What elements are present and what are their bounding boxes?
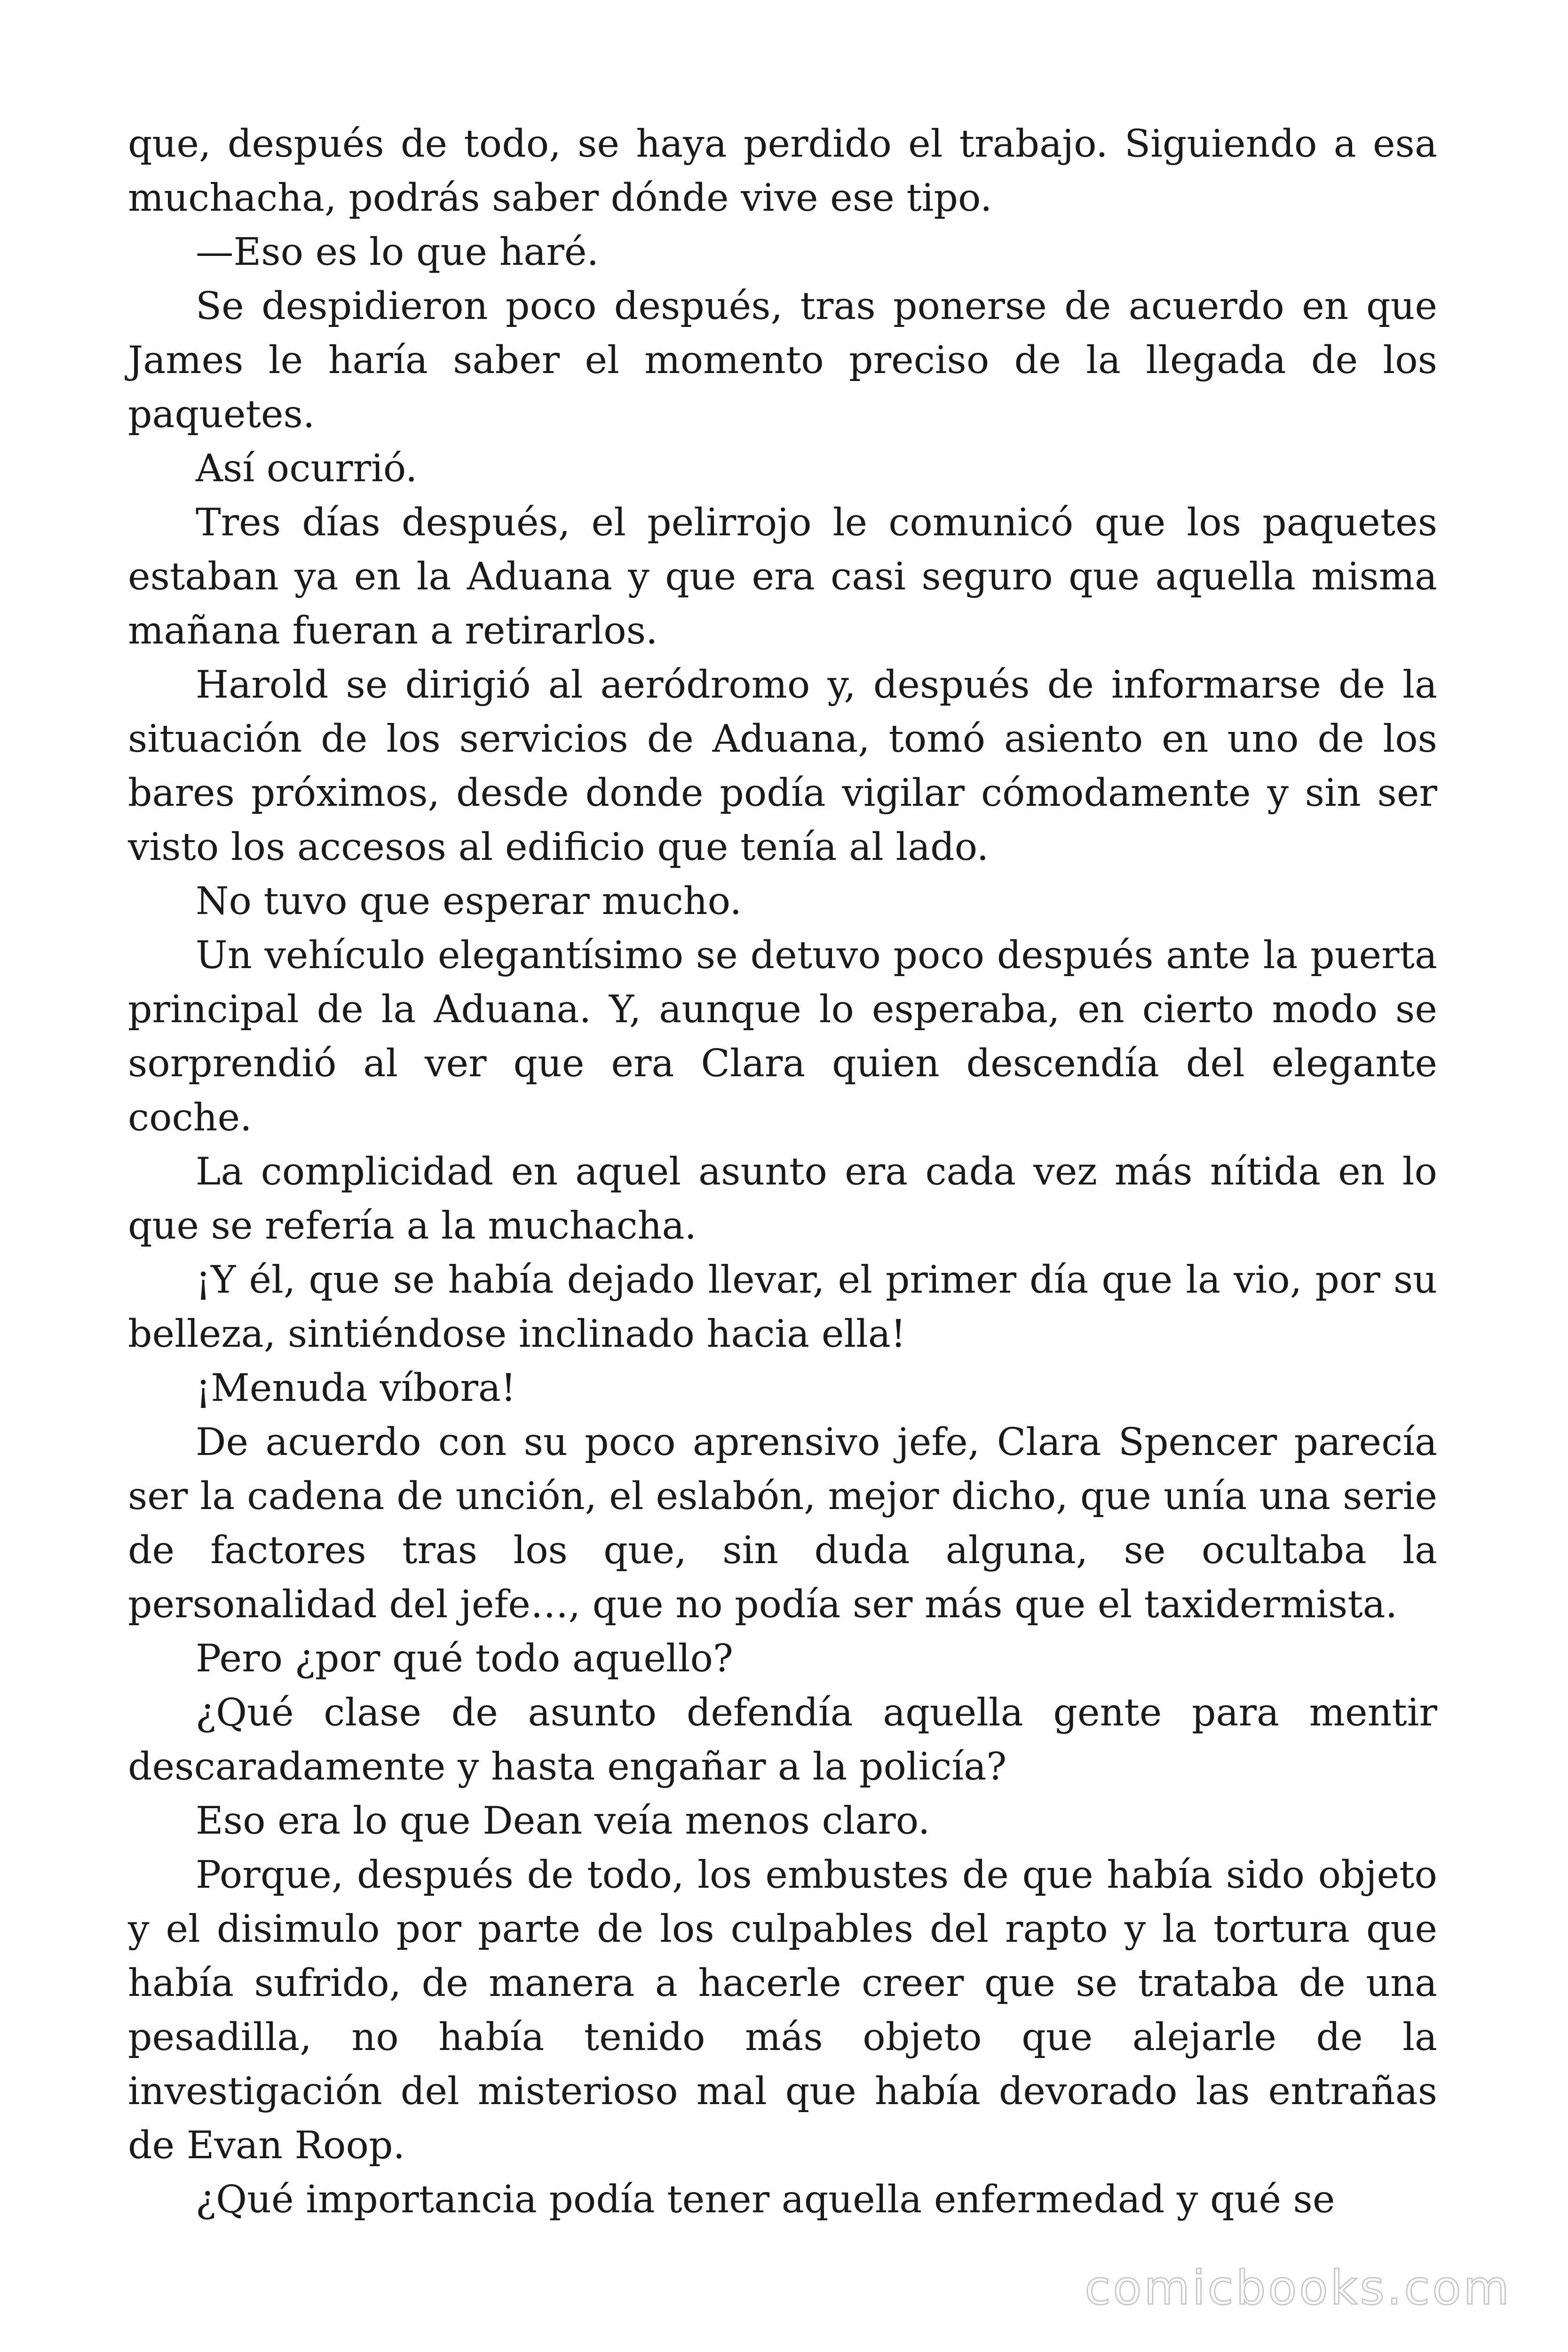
paragraph: Tres días después, el pelirrojo le comunicó que los paquetes estaban ya en la Aduana y que era casi seguro que aquella misma mañana fueran a retirarlos. xyxy=(128,500,1437,652)
paragraph: —Eso es lo que haré. xyxy=(196,230,599,274)
paragraph-continuation: que, después de todo, se haya perdido el trabajo. Siguiendo a esa muchacha, podrás saber dónde vive ese tipo. xyxy=(128,121,1437,220)
paragraph: ¿Qué importancia podía tener aquella enfermedad y qué se xyxy=(196,2177,1335,2221)
paragraph: ¡Menuda víbora! xyxy=(196,1366,516,1410)
paragraph: Eso era lo que Dean veía menos claro. xyxy=(196,1798,930,1843)
paragraph: ¿Qué clase de asunto defendía aquella gente para mentir descaradamente y hasta engañar a la policía? xyxy=(128,1690,1437,1788)
page-text xyxy=(128,117,1437,2226)
paragraph: Pero ¿por qué todo aquello? xyxy=(196,1636,734,1680)
paragraph: Porque, después de todo, los embustes de que había sido objeto y el disimulo por parte de los culpables del rapto y la tortura que había sufrido, de manera a hacerle creer que se trataba de una pesadilla, no había tenido más objeto que alejarle de la investigación del misterioso mal que había devorado las entrañas de Evan Roop. xyxy=(128,1852,1437,2167)
paragraph: Un vehículo elegantísimo se detuvo poco después ante la puerta principal de la Aduana. Y, aunque lo esperaba, en cierto modo se sorprendió al ver que era Clara quien descendía del elegante coche. xyxy=(128,933,1437,1139)
paragraph: No tuvo que esperar mucho. xyxy=(196,879,742,923)
paragraph: La complicidad en aquel asunto era cada vez más nítida en lo que se refería a la muchacha. xyxy=(128,1149,1437,1248)
watermark: comicbooks.com xyxy=(1085,2260,1512,2315)
paragraph: Se despidieron poco después, tras ponerse de acuerdo en que James le haría saber el momento preciso de la llegada de los paquetes. xyxy=(128,284,1437,436)
paragraph: Así ocurrió. xyxy=(196,446,418,490)
paragraph: Harold se dirigió al aeródromo y, después de informarse de la situación de los servicios de Aduana, tomó asiento en uno de los bares próximos, desde donde podía vigilar cómodamente y sin ser visto los accesos al edificio que tenía al lado. xyxy=(128,662,1437,869)
paragraph: ¡Y él, que se había dejado llevar, el primer día que la vio, por su belleza, sintiéndose inclinado hacia ella! xyxy=(128,1257,1437,1356)
paragraph: De acuerdo con su poco aprensivo jefe, Clara Spencer parecía ser la cadena de unción, el eslabón, mejor dicho, que unía una serie de factores tras los que, sin duda alguna, se ocultaba la personalidad del jefe…, que no podía ser más que el taxidermista. xyxy=(128,1420,1437,1626)
